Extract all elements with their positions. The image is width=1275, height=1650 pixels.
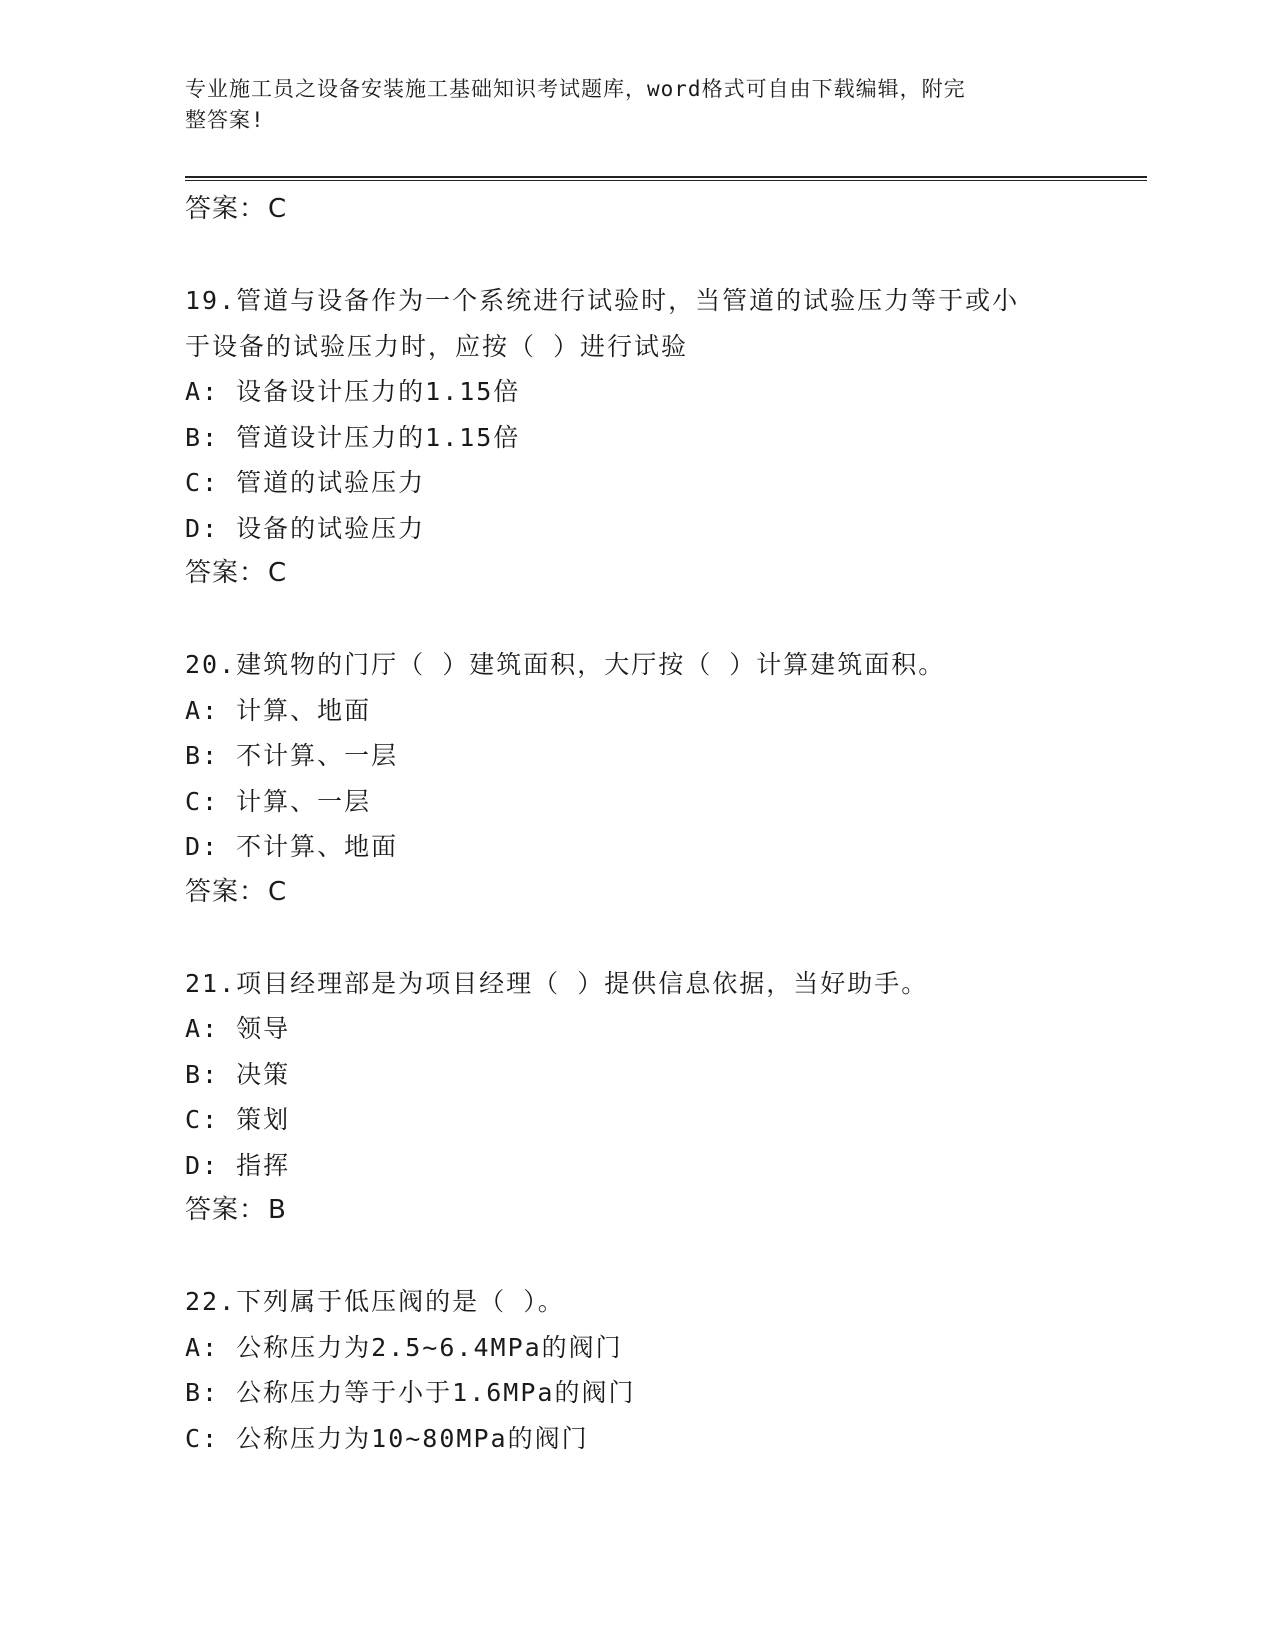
option-d: D: 设备的试验压力 (185, 513, 426, 543)
answer-value: C (268, 558, 288, 588)
answer-value: B (268, 1195, 287, 1225)
option-c: C: 公称压力为10~80MPa的阀门 (185, 1423, 589, 1453)
option-a: A: 公称压力为2.5~6.4MPa的阀门 (185, 1332, 623, 1362)
previous-answer (185, 187, 1147, 233)
answer-value: C (268, 194, 288, 224)
answer-label: 答案： (185, 876, 267, 907)
spacer (185, 1234, 1147, 1280)
header-title-line-2: 整答案! (185, 108, 265, 132)
option-a: A: 领导 (185, 1014, 291, 1043)
header-title-line-1: 专业施工员之设备安装施工基础知识考试题库，word格式可自由下载编辑，附完 (185, 77, 966, 101)
option-a: A: 计算、地面 (185, 695, 372, 725)
question-stem-line: 22.下列属于低压阀的是（ ）。 (185, 1287, 565, 1316)
answer-label: 答案： (185, 558, 267, 588)
answer-label: 答案： (185, 194, 267, 224)
option-c: C: 策划 (185, 1105, 291, 1134)
spacer (185, 597, 1147, 643)
question-answer (185, 551, 1147, 597)
question-20 (185, 642, 1147, 915)
question-stem-line: 19.管道与设备作为一个系统进行试验时，当管道的试验压力等于或小 (185, 286, 1020, 315)
header-divider (185, 176, 1147, 181)
question-stem-line: 20.建筑物的门厅（ ）建筑面积，大厅按（ ）计算建筑面积。 (185, 650, 946, 679)
option-b: B: 公称压力等于小于1.6MPa的阀门 (185, 1378, 636, 1407)
option-b: B: 决策 (185, 1059, 291, 1089)
spacer (185, 915, 1147, 961)
document-body (185, 187, 1147, 1461)
spacer (185, 233, 1147, 279)
question-answer (185, 1188, 1147, 1234)
option-d: D: 指挥 (185, 1150, 291, 1180)
question-21 (185, 961, 1147, 1234)
question-stem-line: 21.项目经理部是为项目经理（ ）提供信息依据，当好助手。 (185, 968, 929, 998)
option-c: C: 计算、一层 (185, 786, 372, 816)
option-a: A: 设备设计压力的1.15倍 (185, 377, 521, 406)
option-d: D: 不计算、地面 (185, 832, 399, 861)
document-header (185, 74, 1065, 136)
question-answer (185, 870, 1147, 916)
option-b: B: 不计算、一层 (185, 741, 399, 770)
option-c: C: 管道的试验压力 (185, 468, 426, 497)
answer-label: 答案： (185, 1195, 267, 1225)
answer-value: C (268, 876, 288, 907)
question-22 (185, 1279, 1147, 1461)
option-b: B: 管道设计压力的1.15倍 (185, 422, 521, 452)
question-stem-line: 于设备的试验压力时，应按（ ）进行试验 (185, 331, 689, 361)
question-19 (185, 278, 1147, 597)
